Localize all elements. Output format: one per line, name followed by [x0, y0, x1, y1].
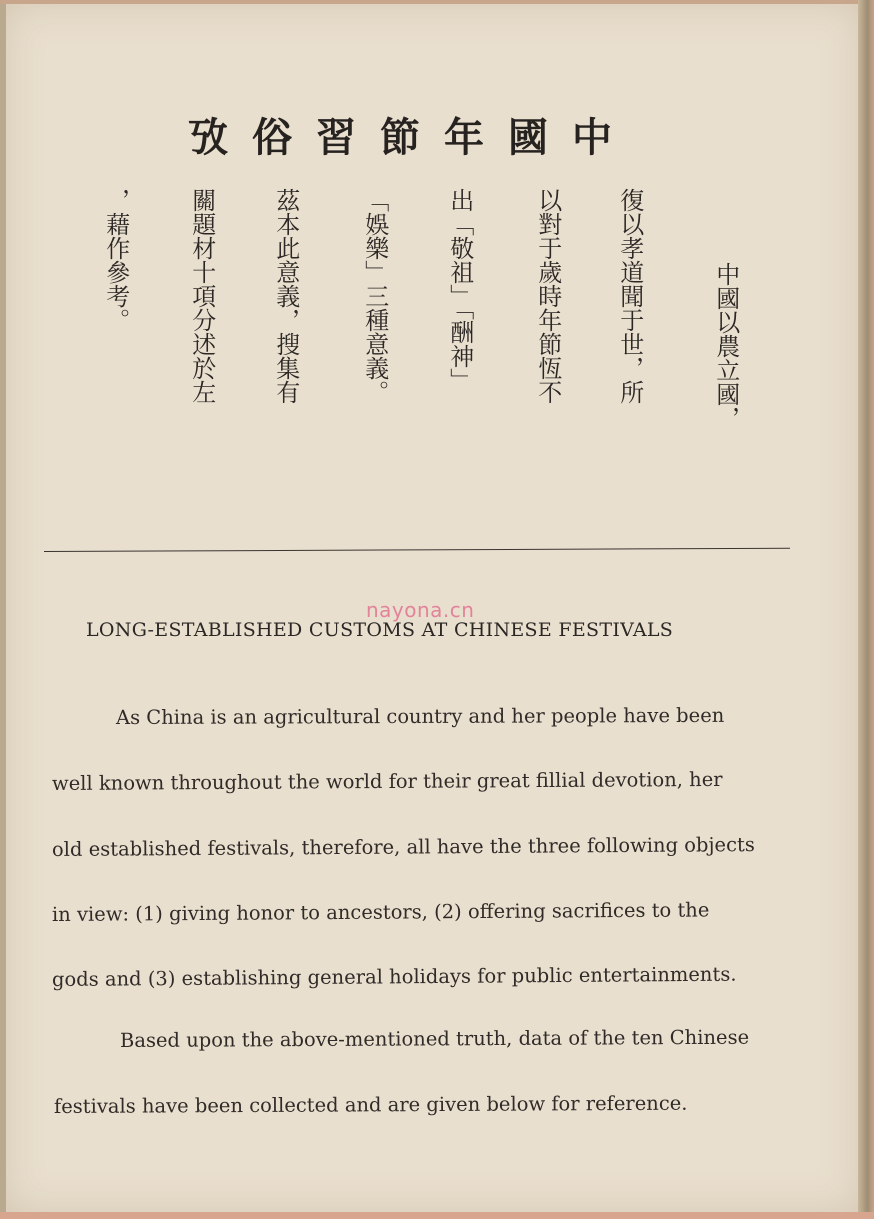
chinese-column-4: 出「敬祖」「酬神」 [445, 188, 474, 392]
chinese-column-6: 茲本此意義，搜集有 [271, 188, 300, 404]
english-paragraph-line-5: gods and (3) establishing general holidays for public entertainments. [51, 962, 737, 991]
english-paragraph-line-2: well known throughout the world for their great fillial devotion, her [51, 767, 723, 795]
english-paragraph-line-1: As China is an agricultural country and her people have been [115, 703, 725, 729]
chinese-title: 中國年節習俗攷 [188, 115, 636, 161]
chinese-column-2: 復以孝道聞于世，所 [615, 188, 644, 404]
english-title: LONG-ESTABLISHED CUSTOMS AT CHINESE FESTIVALS [86, 619, 674, 641]
chinese-column-8: ，藉作參考。 [101, 188, 130, 332]
english-paragraph-line-4: in view: (1) giving honor to ancestors, (2) offering sacrifices to the [51, 898, 710, 926]
chinese-column-1: 中國以農立國， [711, 262, 740, 430]
chinese-column-5: 「娛樂」三種意義。 [360, 188, 389, 404]
chinese-column-7: 關題材十項分述於左 [187, 188, 216, 404]
chinese-column-3: 以對于歲時年節恆不 [533, 188, 562, 404]
english-paragraph-line-3: old established festivals, therefore, all have the three following objects [51, 833, 755, 861]
page-bottom-edge [0, 1212, 874, 1219]
watermark-text: nayona.cn [366, 598, 475, 622]
english-paragraph-line-7: festivals have been collected and are given below for reference. [53, 1091, 688, 1118]
book-spine-edge [858, 0, 874, 1219]
english-paragraph-line-6: Based upon the above-mentioned truth, data of the ten Chinese [119, 1025, 750, 1052]
